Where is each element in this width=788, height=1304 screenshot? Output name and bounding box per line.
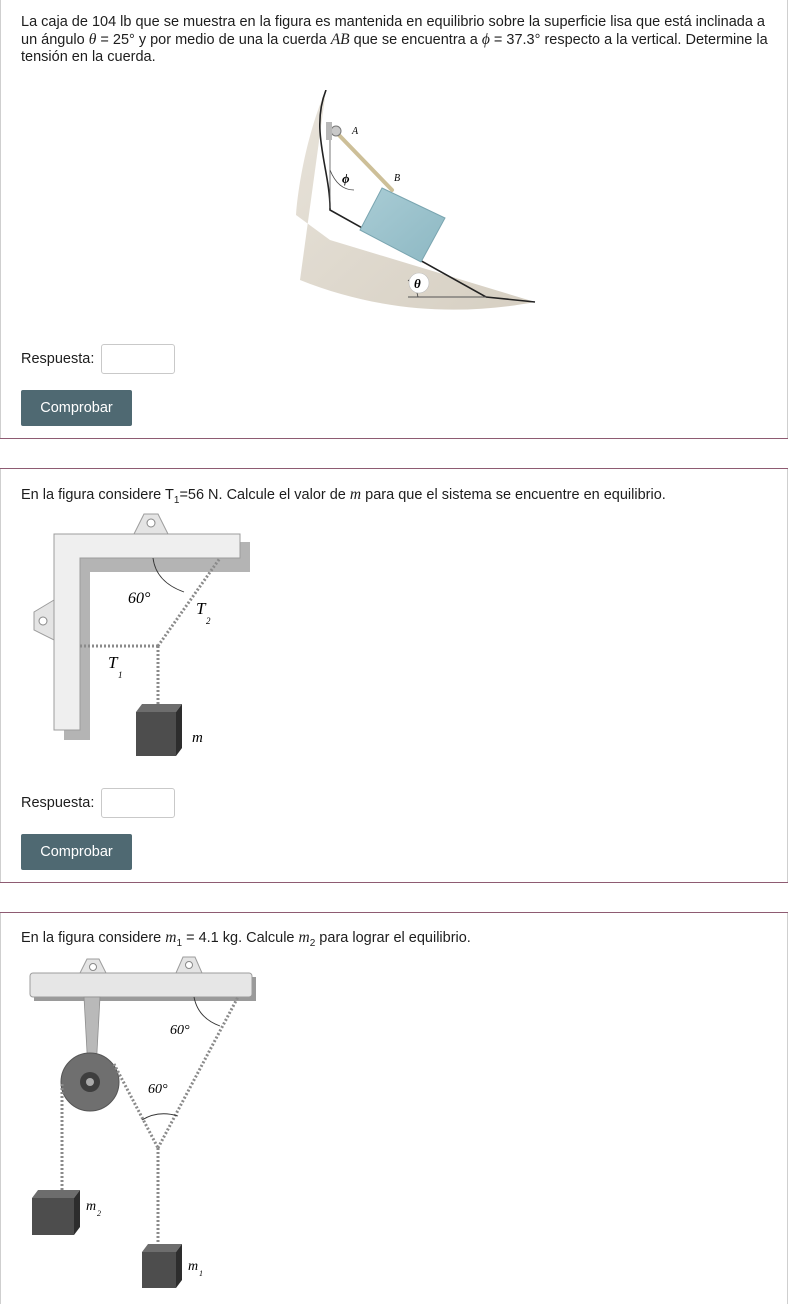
answer-input-1[interactable] <box>101 344 175 374</box>
top-mount-icon <box>134 514 168 534</box>
label-theta: θ <box>414 276 421 291</box>
top-angle-label: 60° <box>170 1023 190 1038</box>
mass-symbol: m <box>165 929 177 946</box>
answer-row-1 <box>21 341 175 377</box>
crate <box>360 188 445 262</box>
text-fragment: para lograr el equilibrio. <box>315 930 471 946</box>
card-border-left <box>0 912 1 1304</box>
check-button-2[interactable]: Comprobar <box>21 834 132 870</box>
text-fragment: La caja de 104 lb que se muestra en la figura es mantenida en equilibrio sobre la superficie lisa que está inclinada a un ángulo <box>21 14 765 48</box>
card-border-left <box>0 0 1 438</box>
answer-label: Respuesta: <box>21 351 95 367</box>
label-m2-subscript: 2 <box>97 1209 101 1218</box>
answer-input-2[interactable] <box>101 788 175 818</box>
question-3-text <box>21 929 771 952</box>
text-fragment: En la figura considere T <box>21 487 174 503</box>
text-fragment: =56 N. Calcule el valor de <box>179 487 350 503</box>
subscript-2: 2 <box>309 937 316 949</box>
question-separator <box>0 468 788 469</box>
label-t1-subscript: 1 <box>118 670 123 680</box>
rope-pulley-to-knot <box>114 1064 158 1148</box>
text-fragment: para que el sistema se encuentre en equilibrio. <box>361 487 666 503</box>
label-m: m <box>192 730 203 746</box>
angle-label: 60° <box>128 590 151 607</box>
label-m1-subscript: 1 <box>199 1269 203 1278</box>
rope-ceiling-to-knot <box>158 997 238 1148</box>
question-separator <box>0 438 788 439</box>
phi-symbol: ϕ <box>481 31 490 48</box>
mid-angle-label: 60° <box>148 1082 168 1097</box>
question-1-text <box>21 14 771 66</box>
label-t1: T <box>108 653 118 672</box>
question-separator <box>0 912 788 913</box>
text-fragment: En la figura considere <box>21 930 166 946</box>
bracket-figure <box>26 508 252 764</box>
label-phi: ϕ <box>342 171 350 186</box>
text-fragment: = 37.3° respecto a la vertical. Determine la tensión en la cuerda. <box>21 32 768 65</box>
card-border-left <box>0 468 1 882</box>
theta-symbol: θ <box>88 31 97 48</box>
mass-symbol: m <box>349 486 362 503</box>
label-t2: T <box>196 599 206 618</box>
mass-m1-block <box>142 1244 182 1288</box>
question-2-text <box>21 486 771 509</box>
side-mount-icon <box>34 600 54 640</box>
mass-m2-block <box>32 1190 80 1235</box>
label-m2: m <box>86 1199 97 1214</box>
label-b: B <box>394 173 401 184</box>
mass-symbol: m <box>298 929 310 946</box>
top-angle-arc <box>194 997 220 1026</box>
rope-ab-symbol: AB <box>330 31 350 48</box>
check-button-1[interactable]: Comprobar <box>21 390 132 426</box>
pulley-wheel <box>61 1053 119 1111</box>
label-a: A <box>352 126 359 137</box>
text-fragment: = 25° y por medio de una la cuerda <box>96 32 331 48</box>
answer-row-2 <box>21 785 175 821</box>
incline-figure <box>290 90 540 316</box>
label-m1: m <box>188 1259 199 1274</box>
text-fragment: = 4.1 kg. Calcule <box>182 930 299 946</box>
question-separator <box>0 882 788 883</box>
pulley-figure <box>24 952 260 1296</box>
mass-block <box>136 704 182 756</box>
label-t2-subscript: 2 <box>206 616 211 626</box>
subscript-1: 1 <box>176 937 183 949</box>
text-fragment: que se encuentra a <box>349 32 482 48</box>
mount-right-icon <box>176 957 202 973</box>
mount-left-icon <box>80 959 106 973</box>
subscript-1: 1 <box>173 494 180 506</box>
ceiling-beam <box>30 973 252 997</box>
answer-label: Respuesta: <box>21 795 95 811</box>
